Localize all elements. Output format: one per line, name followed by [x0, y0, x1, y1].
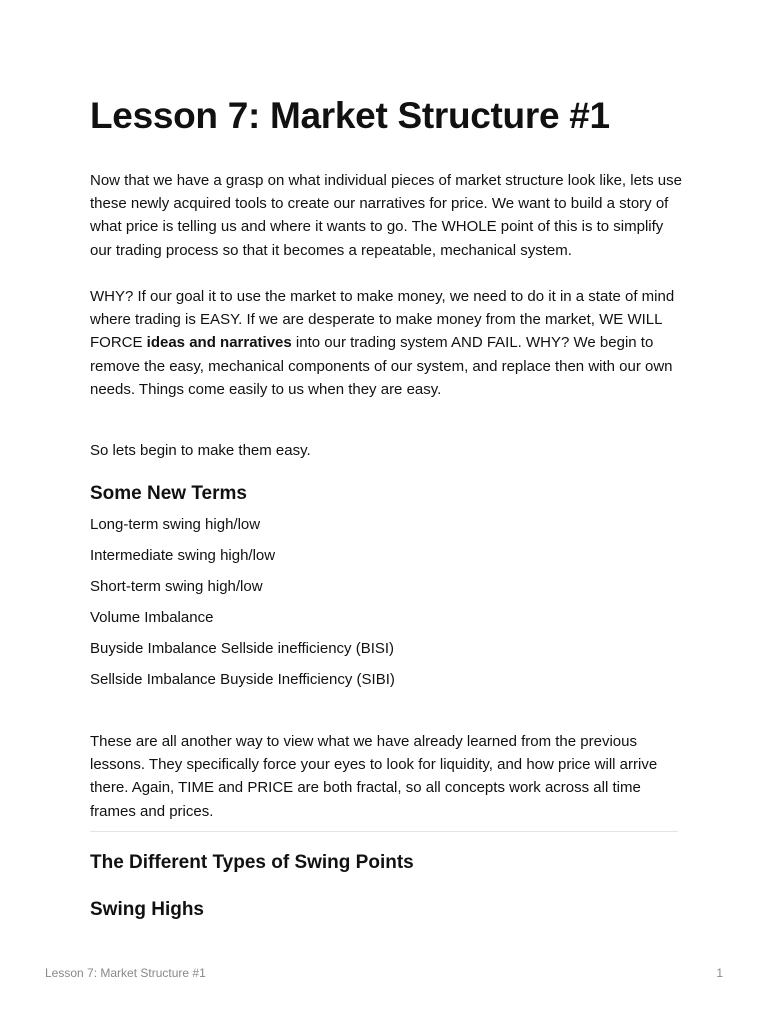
summary-paragraph: These are all another way to view what we have already learned from the previous lessons. They specifically force your eyes to look for liquidity, and how price will arrive there. Again, TIME and PRICE are both fractal, so all concepts work across all time frames and prices.	[90, 733, 658, 820]
list-item: Sellside Imbalance Buyside Inefficiency (SIBI)	[90, 671, 395, 688]
swing-highs-heading: Swing Highs	[90, 899, 204, 920]
why-paragraph-text: WHY? If our goal it to use the market to make money, we need to do it in a state of mind where trading is EASY. If we are desperate to make money from the market, WE WILL FORCE	[90, 288, 675, 352]
begin-line: So lets begin to make them easy.	[90, 442, 311, 459]
list-item: Short-term swing high/low	[90, 578, 263, 595]
page-number: 1	[716, 966, 723, 980]
list-item: Volume Imbalance	[90, 609, 214, 626]
why-paragraph	[90, 285, 682, 401]
intro-paragraph: Now that we have a grasp on what individual pieces of market structure look like, lets use these newly acquired tools to create our narratives for price. We want to build a story of what price is telling us and where it wants to go. The WHOLE point of this is to simplify our trading process so that it becomes a repeatable, mechanical system.	[90, 172, 682, 259]
terms-list	[90, 513, 395, 699]
terms-heading: Some New Terms	[90, 483, 247, 504]
why-paragraph-bold: ideas and narratives	[146, 334, 292, 352]
list-item: Long-term swing high/low	[90, 516, 261, 533]
section-divider	[90, 831, 678, 832]
list-item: Intermediate swing high/low	[90, 547, 276, 564]
list-item: Buyside Imbalance Sellside inefficiency (BISI)	[90, 640, 395, 657]
why-paragraph-text-end: into our trading system AND FAIL. WHY? We begin to remove the easy, mechanical components of our system, and replace then with our own needs. Things come easily to us when they are easy.	[90, 334, 673, 398]
page-title: Lesson 7: Market Structure #1	[90, 95, 610, 136]
swing-types-heading: The Different Types of Swing Points	[90, 852, 414, 873]
footer-title: Lesson 7: Market Structure #1	[45, 966, 206, 980]
